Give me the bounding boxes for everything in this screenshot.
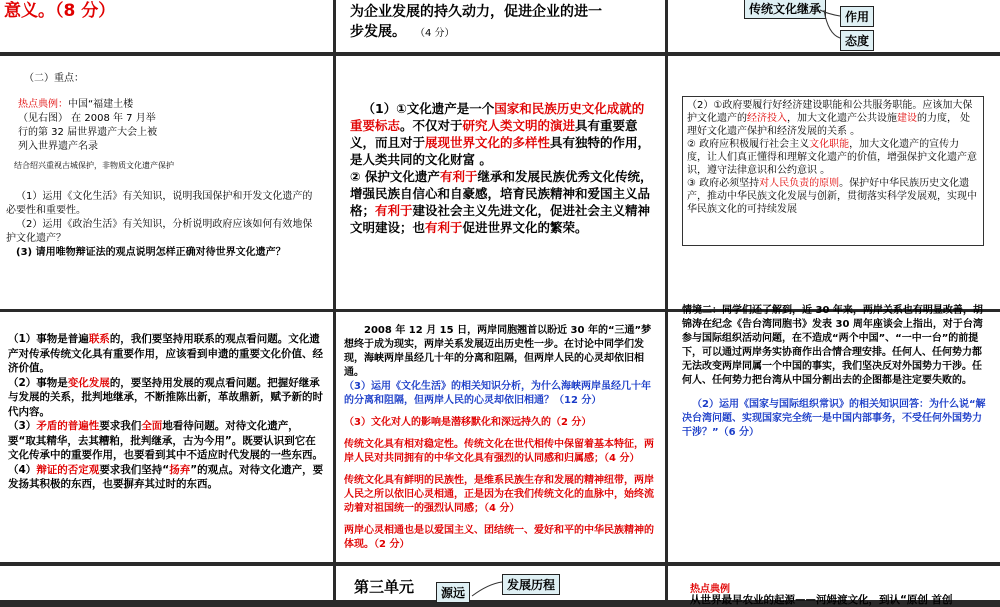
slide-fragment-text: 意义。（8 分） <box>4 1 116 21</box>
slide-unit-three <box>336 566 665 600</box>
answer-point-3: ③ 政府必须坚持对人民负责的原则。保护好中华民族历史文化遗产，推动中华民族文化发展与创新，贯彻落实科学发展观，实现中华民族文化的可持续发展 <box>687 178 977 215</box>
slide-answer-culture-heritage <box>336 56 665 309</box>
answer-4: 两岸心灵相通也是以爱国主义、团结统一、爱好和平的中华民族精神的体现。（2 分） <box>344 525 654 550</box>
question-3: （3）运用《文化生活》的相关知识分析，为什么海峡两岸虽经几十年的分离和阻隔，但两岸人民的心灵却依旧相通？（12 分） <box>344 381 651 406</box>
answer-paragraph-1: （1）①文化遗产是一个国家和民族历史文化成就的重要标志。不仅对于研究人类文明的演进具有重要意义，而且对于展现世界文化的多样性具有独特的作用，是人类共同的文化财富 。 <box>350 101 651 167</box>
dialectic-point-3: （3）矛盾的普遍性要求我们全面地看待问题。对待文化遗产，要“取其精华，去其糟粕，批判继承，古为今用”。既要认识到它在文化传承中的重要作用，也要看到其中不适应时代发展的一些东西。 <box>8 420 323 461</box>
answer-1: （3）文化对人的影响是潜移默化和深远持久的（2 分） <box>344 417 592 428</box>
slide-key-points <box>0 56 333 309</box>
slide-answer-government <box>668 56 1000 309</box>
dialectic-point-4: （4）辩证的否定观要求我们坚持“扬弃”的观点。对待文化遗产，要发扬其积极的东西，也要摒弃其过时的东西。 <box>8 463 324 490</box>
connector-lines <box>470 576 504 600</box>
dialectic-point-2: （2）事物是变化发展的，要坚持用发展的观点看问题。把握好继承与发展的关系，批判地继承，不断推陈出新，革故鼎新，赋予新的时代内容。 <box>8 376 323 418</box>
concept-tag-origin: 源远 <box>436 582 470 603</box>
answer-3: 传统文化具有鲜明的民族性，是维系民族生存和发展的精神纽带，两岸人民之所以依旧心灵相通，正是因为在我们传统文化的血脉中，始终流动着对祖国统一的强烈认同感；（4 分） <box>344 475 654 514</box>
slide-bottom-right <box>668 566 1000 606</box>
answer-point-2: ② 政府应积极履行社会主义文化职能，加大文化遗产的宣传力度，让人们真正懂得和理解文化遗产的价值，增强保护文化遗产意识，遵守法律意识和公约意识 。 <box>687 139 977 176</box>
hot-example-line: 热点典例：中国“福建土楼 <box>18 99 134 110</box>
slide-top-right <box>668 0 1000 52</box>
dialectic-point-1: （1）事物是普遍联系的，我们要坚持用联系的观点看问题。文化遗产对传承传统文化具有重要作用，应该看到申遗的重要文化价值、经济价值。 <box>8 333 323 374</box>
hot-example-line: （见右图） 在 2008 年 7 月举 <box>18 113 156 124</box>
question-1: （1）运用《文化生活》有关知识，说明我国保护和开发文化遗产的必要性和重要性。 <box>6 191 313 216</box>
concept-tag-history: 发展历程 <box>502 574 560 595</box>
concept-tag-inheritance: 传统文化继承 <box>744 0 826 19</box>
section-heading: （二）重点： <box>24 73 84 84</box>
question-2: （2）运用《国家与国际组织常识》的相关知识回答：为什么说“解决台湾问题、实现国家完全统一是中国内部事务，不受任何外国势力干涉？”（6 分） <box>682 399 986 438</box>
slide-top-middle <box>336 0 665 52</box>
answer-2: 传统文化具有相对稳定性。传统文化在世代相传中保留着基本特征，两岸人民对共同拥有的中华文化具有强烈的认同感和归属感；（4 分） <box>344 439 654 464</box>
hot-example-line: 列入世界遗产名录 <box>18 141 98 152</box>
question-3: (3) 请用唯物辩证法的观点说明怎样正确对待世界文化遗产？ <box>16 247 286 258</box>
question-2: （2）运用《政治生活》有关知识，分析说明政府应该如何有效地保护文化遗产？ <box>6 219 313 244</box>
slide-top-left <box>0 0 333 52</box>
connector-lines <box>818 0 848 52</box>
hot-example-label: 热点典例 <box>690 584 730 595</box>
answer-point-1: （2）①政府要履行好经济建设职能和公共服务职能。应该加大保护文化遗产的经济投入，加大文化遗产公共设施建设的力度， 处理好文化遗产保护和经济发展的关系 。 <box>687 100 973 137</box>
slide-cross-strait <box>336 312 665 562</box>
text-line: 步发展。 （4 分） <box>350 24 455 40</box>
concept-tag-attitude: 态度 <box>840 30 874 51</box>
scenario-text: 情境二：同学们还了解到，近 30 年来，两岸关系也有明显改善，胡锦涛在纪念《告台湾同胞书》发表 30 周年座谈会上指出，对于台湾参与国际组织活动问题，在不造成“两个中国”、“一中一台”的前提下，可以通过两岸务实协商作出合情合理安排。任何人、任何势力都无法改变两岸同属一个中国的事实，我们坚决反对外国势力干涉。任何人、任何势力把台湾从中国分割出去的企图都是注定要失败的。 <box>682 305 983 386</box>
hot-example-text: 从世界最早农业的起源——河姆渡文化，到认“原创 首创 <box>690 594 953 606</box>
answer-box <box>682 96 984 246</box>
intro-paragraph: 2008 年 12 月 15 日，两岸同胞翘首以盼近 30 年的“三通”梦想终于成为现实，两岸关系发展迈出历史性一步。在讨论中同学们发现，海峡两岸虽经几十年的分离和阻隔，但两岸人民的心灵却依旧相通。 <box>344 325 652 378</box>
slide-scenario-two <box>668 305 1000 562</box>
note-text: 结合绍兴重视古城保护，非物质文化遗产保护 <box>14 161 174 170</box>
slide-dialectics <box>0 312 333 562</box>
unit-title: 第三单元 <box>354 578 415 596</box>
text-line: 为企业发展的持久动力，促进企业的进一 <box>350 4 602 20</box>
concept-tag-function: 作用 <box>840 6 874 27</box>
hot-example-line: 行的第 32 届世界遗产大会上被 <box>18 127 158 138</box>
answer-paragraph-2: ② 保护文化遗产有利于继承和发展民族优秀文化传统，增强民族自信心和自豪感，培育民族精神和爱国主义品格；有利于建设社会主义先进文化，促进社会主义精神文明建设；也有利于促进世界文化的繁荣。 <box>350 169 653 235</box>
slide-bottom-left <box>0 566 333 600</box>
